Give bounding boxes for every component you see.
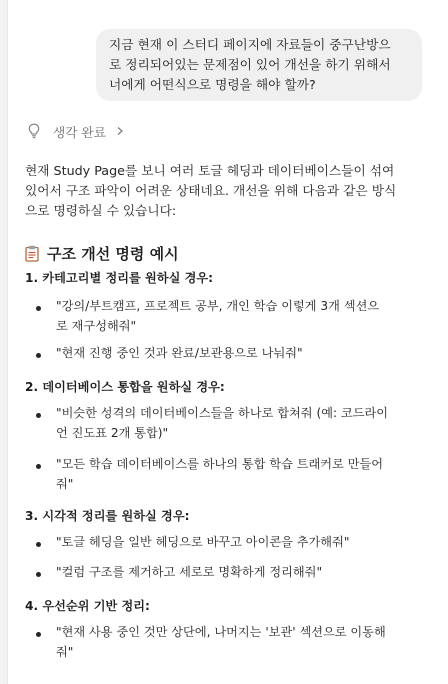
section-title	[25, 241, 179, 265]
sidebar-edge	[0, 0, 8, 684]
chevron-right-icon	[115, 126, 125, 136]
thinking-toggle[interactable]	[27, 121, 125, 141]
bullet-dot	[36, 306, 41, 311]
bullet-dot	[36, 632, 41, 637]
bullet-dot	[36, 572, 41, 577]
list-item-line: 줘"	[56, 645, 74, 659]
intro-line: 있어서 구조 파악이 어려운 상태네요. 개선을 위해 다음과 같은 방식	[25, 183, 397, 198]
intro-line: 현재 Study Page를 보니 여러 토글 헤딩과 데이터베이스들이 섞여	[25, 163, 395, 178]
list-item-line: "강의/부트캠프, 프로젝트 공부, 개인 학습 이렇게 3개 섹션으	[56, 299, 380, 313]
list-item-line: 로 재구성해줘"	[56, 319, 137, 333]
list-item-line: "현재 진행 중인 것과 완료/보관용으로 나눠줘"	[56, 346, 303, 360]
user-message-line: 지금 현재 이 스터디 페이지에 자료들이 중구난방으	[109, 37, 391, 52]
list-item-line: 줘"	[56, 477, 74, 491]
list-item	[56, 562, 426, 582]
bullet-dot	[36, 413, 41, 418]
list-item	[56, 622, 426, 662]
thinking-label: 생각 완료	[53, 124, 107, 140]
list-item-line: "현재 사용 중인 것만 상단에, 나머지는 '보관' 섹션으로 이동해	[56, 625, 386, 639]
category-heading: 1. 카테고리별 정리를 원하실 경우:	[25, 271, 214, 285]
list-item	[56, 532, 426, 552]
section-title-text: 구조 개선 명령 예시	[47, 244, 179, 263]
list-item-line: "모든 학습 데이터베이스를 하나의 통합 학습 트래커로 만들어	[56, 457, 384, 471]
category-heading: 3. 시각적 정리를 원하실 경우:	[25, 509, 190, 523]
category-heading: 2. 데이터베이스 통합을 원하실 경우:	[25, 380, 225, 394]
list-item	[56, 454, 426, 494]
list-item	[56, 296, 426, 336]
intro-line: 으로 명령하실 수 있습니다:	[25, 203, 177, 218]
list-item-line: "비슷한 성격의 데이터베이스들을 하나로 합쳐줘 (예: 코드라이	[56, 406, 389, 420]
bullet-dot	[36, 464, 41, 469]
list-item-line: "컬럼 구조를 제거하고 세로로 명확하게 정리해줘"	[56, 565, 323, 579]
bullet-dot	[36, 542, 41, 547]
clipboard-icon	[25, 245, 39, 262]
user-message-line: 너에게 어떤식으로 명령을 해야 할까?	[109, 77, 316, 92]
lightbulb-icon	[27, 123, 41, 139]
user-message-line: 로 정리되어있는 문제점이 있어 개선을 하기 위해서	[109, 57, 391, 72]
intro-paragraph	[25, 161, 425, 221]
category-heading: 4. 우선순위 기반 정리:	[25, 599, 150, 613]
list-item-line: 언 진도표 2개 통합)"	[56, 426, 169, 440]
list-item	[56, 403, 426, 443]
user-message-bubble	[96, 29, 422, 101]
list-item-line: "토글 헤딩을 일반 헤딩으로 바꾸고 아이콘을 추가해줘"	[56, 535, 350, 549]
bullet-dot	[36, 353, 41, 358]
list-item	[56, 343, 426, 363]
